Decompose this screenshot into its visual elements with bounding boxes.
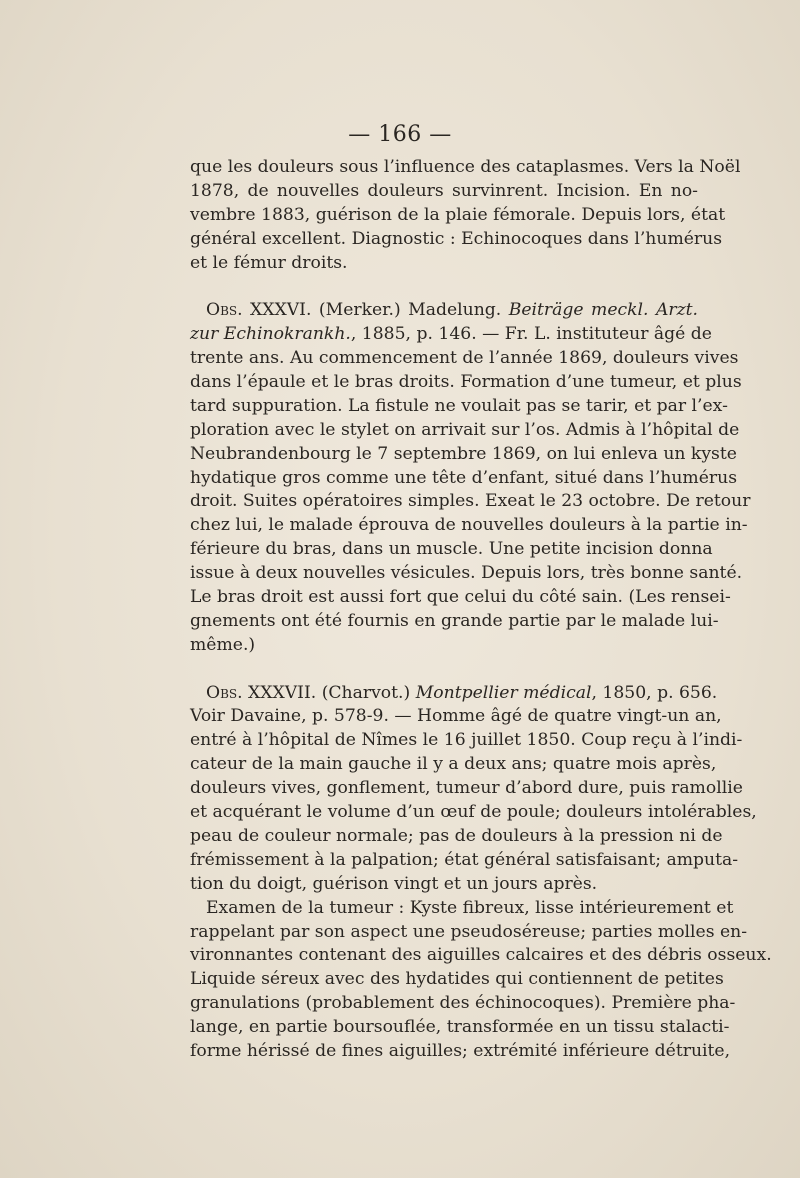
observation-heading-line <box>190 682 718 706</box>
text-line: Examen de la tumeur : Kyste fibreux, lisse intérieurement et <box>206 897 734 918</box>
text-line: trente ans. Au commencement de l’année 1869, douleurs vives <box>190 348 739 369</box>
text-line <box>190 323 712 347</box>
text-line: même.) <box>190 634 256 655</box>
text-line: granulations (probablement des échinocoques). Première pha- <box>190 993 736 1014</box>
text-line: vironnantes contenant des aiguilles calcaires et des débris osseux. <box>190 945 772 966</box>
text-line: Liquide séreux avec des hydatides qui contiennent de petites <box>190 969 724 990</box>
text-line: entré à l’hôpital de Nîmes le 16 juillet 1850. Coup reçu à l’indi- <box>190 730 743 751</box>
text-line: droit. Suites opératoires simples. Exeat le 23 octobre. De retour <box>190 491 751 512</box>
text-line: Le bras droit est aussi fort que celui du côté sain. (Les rensei- <box>190 587 731 608</box>
text-line: cateur de la main gauche il y a deux ans; quatre mois après, <box>190 754 717 775</box>
text-line: férieure du bras, dans un muscle. Une petite incision donna <box>190 539 713 560</box>
text-line: forme hérissé de fines aiguilles; extrémité inférieure détruite, <box>190 1040 731 1061</box>
text-fragment: (Charvot.) <box>316 682 416 703</box>
text-line: Neubrandenbourg le 7 septembre 1869, on lui enleva un kyste <box>190 443 737 464</box>
text-line: tard suppuration. La fistule ne voulait pas se tarir, et par l’ex- <box>190 395 728 416</box>
text-line: tion du doigt, guérison vingt et un jours après. <box>190 873 598 894</box>
observation-label: Obs. XXXVII. <box>206 682 317 703</box>
text-line: 1878, de nouvelles douleurs survinrent. Incision. En no- <box>190 180 698 201</box>
body-text <box>190 156 772 1064</box>
observation-label: Obs. XXXVI. <box>206 300 312 321</box>
text-line: peau de couleur normale; pas de douleurs à la pression ni de <box>190 825 723 846</box>
text-line: Voir Davaine, p. 578-9. — Homme âgé de quatre vingt-un an, <box>190 706 722 727</box>
text-line: frémissement à la palpation; état général satisfaisant; amputa- <box>190 849 739 870</box>
text-fragment: , 1850, p. 656. <box>591 682 718 703</box>
text-line: ploration avec le stylet on arrivait sur l’os. Admis à l’hôpital de <box>190 419 740 440</box>
journal-title: Beiträge meckl. Arzt. <box>508 300 699 321</box>
text-line: lange, en partie boursouflée, transformée en un tissu stalacti- <box>190 1017 730 1038</box>
text-line: chez lui, le malade éprouva de nouvelles douleurs à la partie in- <box>190 515 748 536</box>
journal-title-cont: zur Echinokrankh. <box>190 324 351 345</box>
text-line: que les douleurs sous l’influence des cataplasmes. Vers la Noël <box>190 157 741 177</box>
text-line: dans l’épaule et le bras droits. Formation d’une tumeur, et plus <box>190 372 742 393</box>
text-line: douleurs vives, gonflement, tumeur d’abord dure, puis ramollie <box>190 778 743 799</box>
text-line: hydatique gros comme une tête d’enfant, situé dans l’humérus <box>190 467 738 488</box>
page-number: — 166 — <box>348 122 452 147</box>
journal-title: Montpellier médical <box>415 682 592 703</box>
observation-heading-line <box>190 299 698 323</box>
text-fragment: (Merker.) Madelung. <box>311 300 509 321</box>
text-line: et le fémur droits. <box>190 252 348 273</box>
text-line: général excellent. Diagnostic : Echinocoques dans l’humérus <box>190 228 723 249</box>
text-fragment: , 1885, p. 146. — Fr. L. instituteur âgé de <box>350 324 712 345</box>
text-line: vembre 1883, guérison de la plaie fémorale. Depuis lors, état <box>190 204 726 225</box>
text-line: et acquérant le volume d’un œuf de poule; douleurs intolérables, <box>190 802 757 823</box>
text-line: issue à deux nouvelles vésicules. Depuis lors, très bonne santé. <box>190 563 743 584</box>
text-line: rappelant par son aspect une pseudoséreuse; parties molles en- <box>190 921 748 942</box>
text-line: gnements ont été fournis en grande partie par le malade lui- <box>190 610 719 631</box>
